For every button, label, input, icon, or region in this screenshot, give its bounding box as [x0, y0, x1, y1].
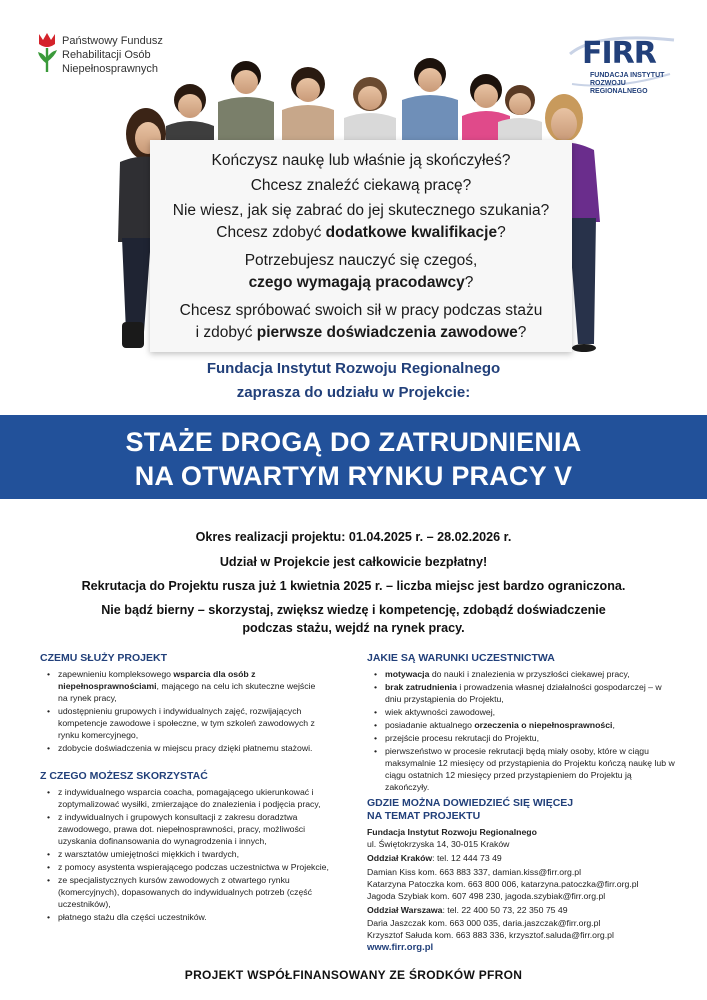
project-period: Okres realizacji projektu: 01.04.2025 r. – 28.02.2026 r.	[195, 530, 512, 544]
question-4: Chcesz zdobyć dodatkowe kwalifikacje?	[216, 224, 506, 241]
firr-sub-2: ROZWOJU REGIONALNEGO	[590, 80, 648, 95]
list-item: • zdobycie doświadczenia w miejscu pracy dzięki płatnemu stażowi.	[58, 742, 322, 754]
title-banner	[0, 415, 707, 499]
krakow-branch: Oddział Kraków: tel. 12 444 73 49	[367, 853, 502, 863]
conditions-list	[371, 668, 675, 794]
list-item: • z warsztatów umiejętności miękkich i twardych,	[58, 848, 338, 860]
benefits-list	[44, 786, 338, 924]
website-link[interactable]: www.firr.org.pl	[367, 942, 434, 953]
list-item: • posiadanie aktualnego orzeczenia o niepełnosprawności,	[385, 719, 675, 731]
banner-line-2: NA OTWARTYM RYNKU PRACY V	[134, 461, 573, 491]
contact-person: Damian Kiss kom. 663 883 337, damian.kiss@firr.org.pl	[367, 867, 582, 877]
org-address: ul. Świętokrzyska 14, 30-015 Kraków	[367, 839, 510, 849]
contact-person: Krzysztof Sałuda kom. 663 883 336, krzysztof.saluda@firr.org.pl	[367, 930, 614, 940]
footer-note: PROJEKT WSPÓŁFINANSOWANY ZE ŚRODKÓW PFRON	[184, 968, 523, 982]
list-item: • przejście procesu rekrutacji do Projektu,	[385, 732, 675, 744]
list-item: • pierwszeństwo w procesie rekrutacji będą miały osoby, które w ciągu maksymalnie 12 miesięcy od przystąpienia do Projektu kończą naukę lub w ciągu ostatnich 12 miesięcy przed przystąpieniem do Projektu ją zakończyły.	[385, 745, 675, 793]
list-item: • wiek aktywności zawodowej,	[385, 706, 675, 718]
list-item: • z indywidualnych i grupowych konsultacji z zakresu doradztwa zawodowego, prawa dot. niepełnosprawności, pracy, możliwości uzyskania dofinansowania do wynagrodzenia i innych,	[58, 811, 338, 847]
question-board	[150, 140, 572, 352]
more-info-header-2: NA TEMAT PROJEKTU	[367, 810, 481, 822]
question-5: Potrzebujesz nauczyć się czegoś,	[244, 252, 478, 269]
list-item: • ze specjalistycznych kursów zawodowych z otwartego rynku (komercyjnych), dopasowanych do indywidualnych potrzeb (część uczestników),	[58, 874, 338, 910]
pfron-line-2: Rehabilitacji Osób	[62, 49, 151, 61]
list-item: • zapewnieniu kompleksowego wsparcia dla osób z niepełnosprawnościami, mającego na celu ich skuteczne wejście na rynek pracy,	[58, 668, 322, 704]
cta-line-1: Nie bądź bierny – skorzystaj, zwiększ wiedzę i kompetencję, zdobądź doświadczenie	[101, 603, 606, 617]
question-6: czego wymagają pracodawcy?	[248, 274, 474, 291]
contact-person: Daria Jaszczak kom. 663 000 035, daria.jaszczak@firr.org.pl	[367, 918, 601, 928]
recruitment-note: Rekrutacja do Projektu rusza już 1 kwietnia 2025 r. – liczba miejsc jest bardzo ograniczona.	[81, 579, 626, 593]
list-item: • z pomocy asystenta wspierającego podczas uczestnictwa w Projekcie,	[58, 861, 338, 873]
more-info-header-1: GDZIE MOŻNA DOWIEDZIEĆ SIĘ WIĘCEJ	[367, 797, 574, 809]
pfron-line-1: Państwowy Fundusz	[62, 35, 163, 47]
list-item: • udostępnieniu grupowych i indywidualnych zajęć, rozwijających kompetencje zawodowe i społeczne, w tym szkoleń zawodowych z rynku komercyjnego,	[58, 705, 322, 741]
list-item: • z indywidualnego wsparcia coacha, pomagającego ukierunkować i zoptymalizować wysiłki, zmierzające do znalezienia i podjęcia pracy,	[58, 786, 338, 810]
contact-person: Jagoda Szybiak kom. 607 498 230, jagoda.szybiak@firr.org.pl	[367, 891, 606, 901]
list-item: • motywacja do nauki i znalezienia w przyszłości ciekawej pracy,	[385, 668, 675, 680]
firr-sub-1: FUNDACJA INSTYTUT	[590, 72, 665, 79]
purpose-header: CZEMU SŁUŻY PROJEKT	[40, 652, 167, 664]
purpose-list	[44, 668, 322, 755]
banner-line-1: STAŻE DROGĄ DO ZATRUDNIENIA	[125, 427, 582, 457]
intro-line-1: Fundacja Instytut Rozwoju Regionalnego	[206, 360, 501, 377]
list-item: • brak zatrudnienia i prowadzenia własnej działalności gospodarczej – w dniu przystąpienia do Projektu,	[385, 681, 675, 705]
tulip-icon	[36, 30, 60, 74]
benefits-header: Z CZEGO MOŻESZ SKORZYSTAĆ	[40, 770, 208, 782]
free-participation: Udział w Projekcie jest całkowicie bezpłatny!	[219, 555, 488, 569]
people-behind-board	[166, 58, 542, 144]
question-2: Chcesz znaleźć ciekawą pracę?	[250, 177, 472, 194]
list-item: • płatnego stażu dla części uczestników.	[58, 911, 338, 923]
org-name: Fundacja Instytut Rozwoju Regionalnego	[367, 827, 537, 837]
question-1: Kończysz naukę lub właśnie ją skończyłeś?	[211, 152, 511, 169]
warszawa-branch: Oddział Warszawa: tel. 22 400 50 73, 22 350 75 49	[367, 905, 568, 915]
question-3: Nie wiesz, jak się zabrać do jej skutecznego szukania?	[172, 202, 550, 219]
pfron-line-3: Niepełnosprawnych	[62, 63, 158, 75]
question-8: i zdobyć pierwsze doświadczenia zawodowe?	[195, 324, 527, 341]
conditions-header: JAKIE SĄ WARUNKI UCZESTNICTWA	[367, 652, 555, 664]
question-7: Chcesz spróbować swoich sił w pracy podczas stażu	[179, 302, 543, 319]
cta-line-2: podczas stażu, wejdź na rynek pracy.	[242, 621, 465, 635]
intro-line-2: zaprasza do udziału w Projekcie:	[236, 384, 471, 401]
firr-wordmark: FIRR	[582, 36, 656, 71]
contact-person: Katarzyna Patoczka kom. 663 800 006, katarzyna.patoczka@firr.org.pl	[367, 879, 639, 889]
